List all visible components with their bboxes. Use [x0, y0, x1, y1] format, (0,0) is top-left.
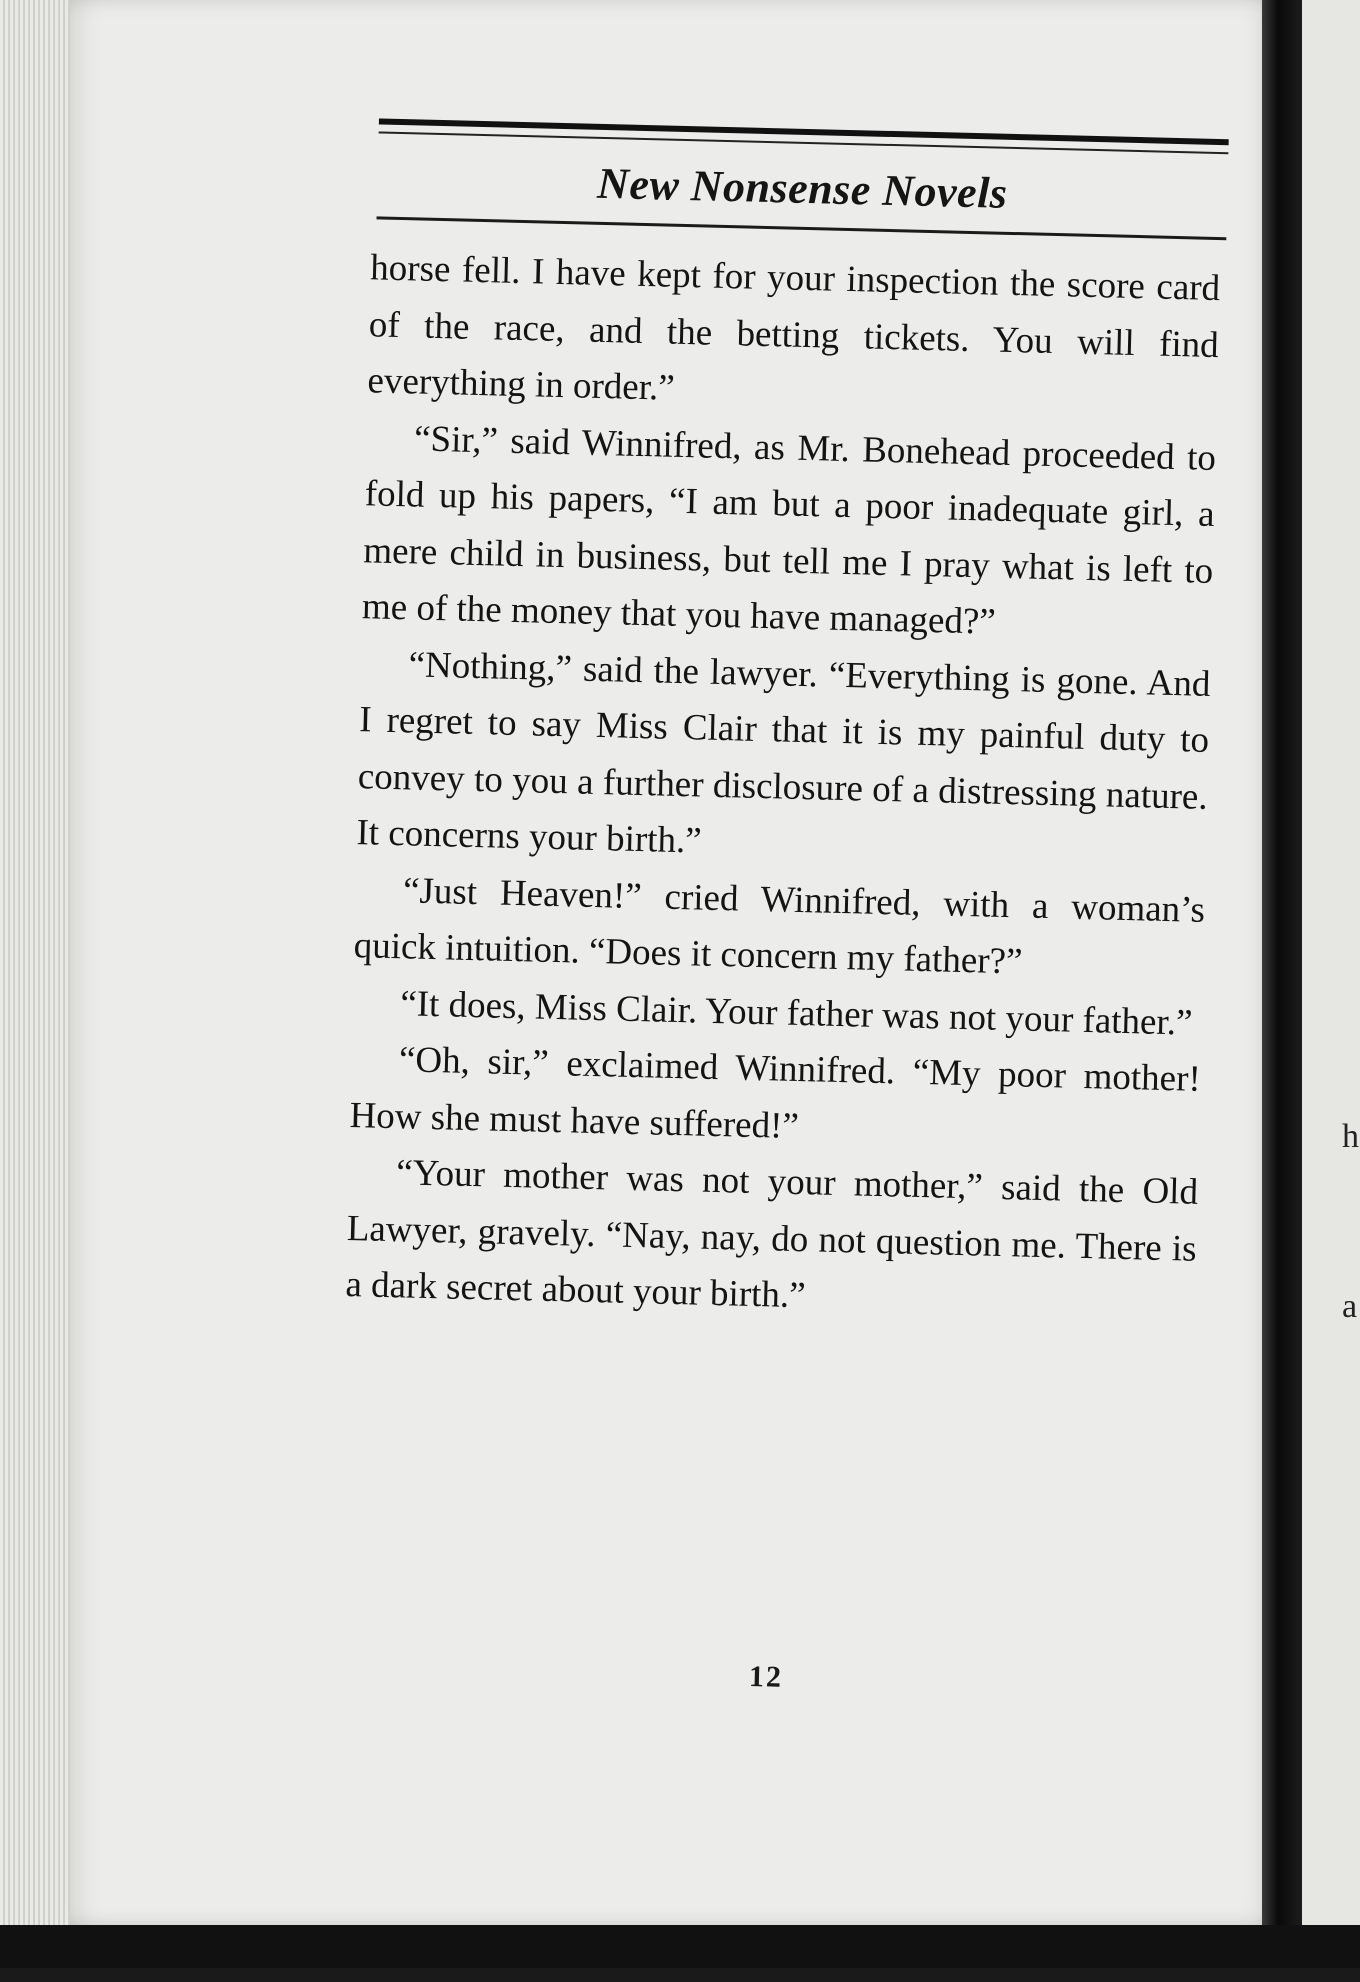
facing-page-letter: a	[1342, 1288, 1358, 1325]
running-head: New Nonsense Novels	[596, 158, 1009, 218]
body-text	[345, 240, 1221, 1334]
facing-page-letter: h	[1342, 1118, 1359, 1155]
paragraph: “Oh, sir,” exclaimed Winnifred. “My poor mother! How she must have suffered!”	[349, 1039, 1202, 1147]
paragraph: “Just Heaven!” cried Winnifred, with a woman’s quick intuition. “Does it concern my father?”	[353, 869, 1206, 983]
paragraph: “Your mother was not your mother,” said the Old Lawyer, gravely. “Nay, nay, do not question me. There is a dark secret about your birth.”	[344, 1152, 1199, 1317]
paragraph: “Sir,” said Winnifred, as Mr. Bonehead proceeded to fold up his papers, “I am but a poor inadequate girl, a mere child in business, but tell me I pray what is left to me of the money that you have managed?”	[361, 417, 1217, 643]
page-number: 12	[748, 1659, 784, 1694]
paragraph: horse fell. I have kept for your inspection the score card of the race, and the betting tickets. You will find everything in order.”	[367, 247, 1221, 409]
paragraph: “It does, Miss Clair. Your father was not your father.”	[399, 982, 1193, 1044]
header-rule-thin	[379, 131, 1229, 154]
paragraph: “Nothing,” said the lawyer. “Everything is gone. And I regret to say Miss Clair that it is my painful duty to convey to you a further disclosure of a distressing nature. It concerns your birth.”	[356, 643, 1211, 862]
